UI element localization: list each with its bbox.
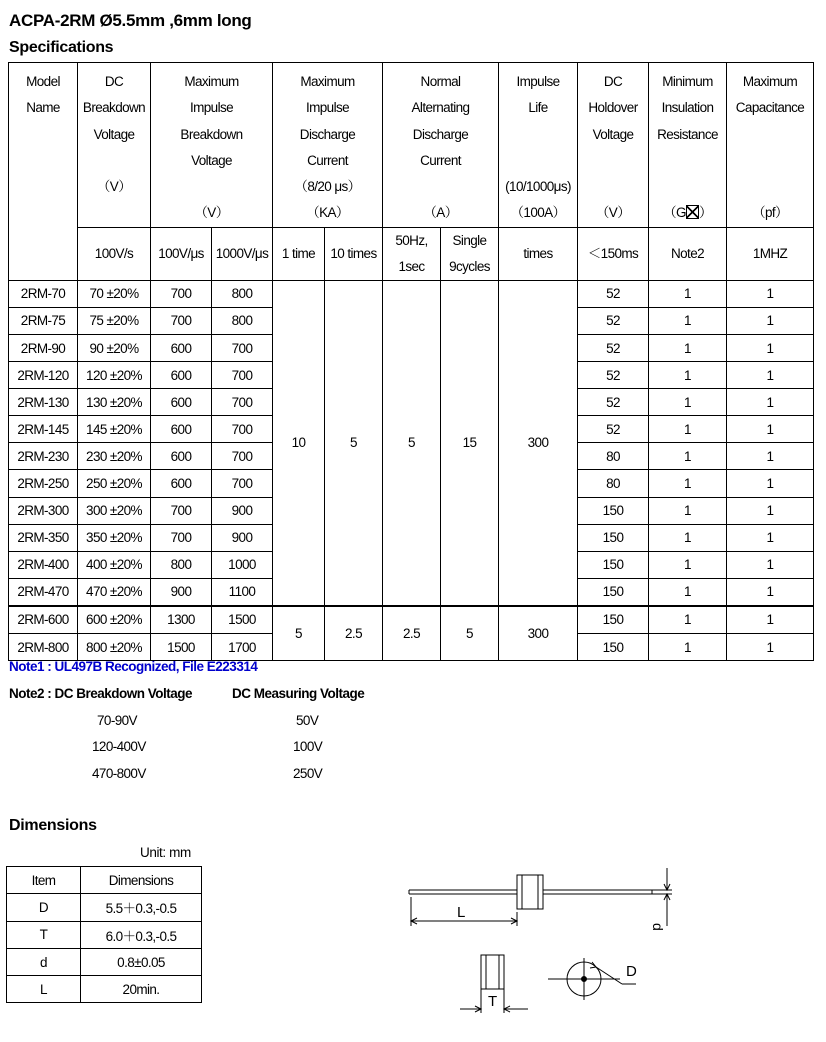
page-title: ACPA-2RM Ø5.5mm ,6mm long — [9, 11, 252, 30]
cell-holdover: 150 — [578, 634, 649, 661]
cell-dc-breakdown: 70 ±20% — [78, 280, 151, 307]
dim-item: L — [7, 976, 81, 1003]
cell-dc-breakdown: 120 ±20% — [78, 362, 151, 389]
note2-measuring-label: DC Measuring Voltage — [232, 686, 365, 701]
cell-capacitance: 1 — [727, 470, 814, 497]
cell-model: 2RM-600 — [9, 606, 78, 634]
header-min-insulation: Minimum Insulation Resistance （G ） — [649, 63, 727, 228]
cell-impulse-1000: 800 — [212, 307, 273, 334]
cell-dc-breakdown: 300 ±20% — [78, 497, 151, 524]
cell-impulse-1000: 700 — [212, 362, 273, 389]
cell-insulation: 1 — [649, 362, 727, 389]
dim-value: 20min. — [81, 976, 202, 1003]
cell-capacitance: 1 — [727, 497, 814, 524]
cell-impulse-1000: 700 — [212, 334, 273, 361]
cell-impulse-1000: 1100 — [212, 578, 273, 606]
sub-ten-times: 10 times — [325, 227, 383, 280]
cell-dc-breakdown: 350 ±20% — [78, 524, 151, 551]
drawing-label-l: L — [457, 904, 466, 921]
note2-label: Note2 : DC Breakdown Voltage — [9, 686, 193, 701]
specifications-heading: Specifications — [9, 39, 114, 56]
cell-insulation: 1 — [649, 443, 727, 470]
header-model: Model Name — [9, 63, 78, 281]
group-life: 300 — [499, 606, 578, 661]
cell-dc-breakdown: 800 ±20% — [78, 634, 151, 661]
cell-insulation: 1 — [649, 307, 727, 334]
group-ten-times: 5 — [325, 280, 383, 606]
header-dc-holdover: DC Holdover Voltage （V） — [578, 63, 649, 228]
cell-impulse-1000: 900 — [212, 497, 273, 524]
cell-insulation: 1 — [649, 524, 727, 551]
cell-impulse-100: 900 — [151, 578, 212, 606]
dim-header-dimensions: Dimensions — [81, 867, 202, 894]
cell-impulse-100: 700 — [151, 524, 212, 551]
sub-insulation: Note2 — [649, 227, 727, 280]
cell-impulse-1000: 1700 — [212, 634, 273, 661]
cell-insulation: 1 — [649, 551, 727, 578]
dim-item: T — [7, 921, 81, 948]
cell-model: 2RM-800 — [9, 634, 78, 661]
drawing-label-diameter: D — [626, 963, 637, 980]
cell-holdover: 52 — [578, 389, 649, 416]
cell-impulse-100: 600 — [151, 334, 212, 361]
cell-model: 2RM-120 — [9, 362, 78, 389]
cell-capacitance: 1 — [727, 634, 814, 661]
note1: Note1 : UL497B Recognized, File E223314 — [9, 659, 258, 674]
cell-model: 2RM-400 — [9, 551, 78, 578]
cell-holdover: 52 — [578, 334, 649, 361]
cell-holdover: 80 — [578, 470, 649, 497]
cell-model: 2RM-90 — [9, 334, 78, 361]
note2-range: 120-400V — [92, 739, 146, 754]
cell-model: 2RM-300 — [9, 497, 78, 524]
header-max-impulse-breakdown: Maximum Impulse Breakdown Voltage （V） — [151, 63, 273, 228]
cell-model: 2RM-75 — [9, 307, 78, 334]
cell-insulation: 1 — [649, 578, 727, 606]
note2-range: 70-90V — [97, 713, 137, 728]
dim-item: d — [7, 948, 81, 975]
cell-capacitance: 1 — [727, 524, 814, 551]
cell-holdover: 150 — [578, 578, 649, 606]
drawing-label-t: T — [488, 993, 498, 1010]
cell-dc-breakdown: 400 ±20% — [78, 551, 151, 578]
cell-impulse-100: 600 — [151, 470, 212, 497]
cell-impulse-100: 700 — [151, 280, 212, 307]
cell-impulse-100: 700 — [151, 497, 212, 524]
cell-impulse-100: 600 — [151, 416, 212, 443]
cell-impulse-100: 1300 — [151, 606, 212, 634]
dim-header-item: Item — [7, 867, 81, 894]
cell-insulation: 1 — [649, 334, 727, 361]
cell-holdover: 80 — [578, 443, 649, 470]
cell-model: 2RM-470 — [9, 578, 78, 606]
cell-capacitance: 1 — [727, 389, 814, 416]
cell-capacitance: 1 — [727, 307, 814, 334]
cell-holdover: 150 — [578, 497, 649, 524]
cell-impulse-100: 600 — [151, 362, 212, 389]
drawing-label-d: d — [650, 923, 666, 931]
cell-insulation: 1 — [649, 634, 727, 661]
note2-range: 470-800V — [92, 766, 146, 781]
cell-holdover: 150 — [578, 551, 649, 578]
cell-impulse-1000: 800 — [212, 280, 273, 307]
group-one-time: 10 — [273, 280, 325, 606]
cell-model: 2RM-250 — [9, 470, 78, 497]
cell-impulse-1000: 700 — [212, 470, 273, 497]
cell-capacitance: 1 — [727, 334, 814, 361]
dim-value: 6.0＋0.3,-0.5 — [81, 921, 202, 948]
sub-single: Single 9cycles — [441, 227, 499, 280]
cell-capacitance: 1 — [727, 280, 814, 307]
cell-holdover: 52 — [578, 280, 649, 307]
cell-impulse-1000: 700 — [212, 416, 273, 443]
dim-value: 5.5＋0.3,-0.5 — [81, 894, 202, 921]
cell-impulse-1000: 700 — [212, 389, 273, 416]
dim-item: D — [7, 894, 81, 921]
cell-impulse-1000: 1500 — [212, 606, 273, 634]
sub-ac-50hz: 50Hz, 1sec — [383, 227, 441, 280]
cell-impulse-100: 700 — [151, 307, 212, 334]
cell-dc-breakdown: 90 ±20% — [78, 334, 151, 361]
dimensions-unit: Unit: mm — [140, 845, 191, 860]
cell-dc-breakdown: 600 ±20% — [78, 606, 151, 634]
sub-impulse-100: 100V/μs — [151, 227, 212, 280]
group-single: 15 — [441, 280, 499, 606]
side-view-drawing — [409, 875, 652, 909]
cell-impulse-1000: 900 — [212, 524, 273, 551]
sub-life: times — [499, 227, 578, 280]
cell-holdover: 150 — [578, 606, 649, 634]
cell-model: 2RM-350 — [9, 524, 78, 551]
dimension-d-lead-line — [652, 868, 672, 926]
cell-holdover: 52 — [578, 307, 649, 334]
header-impulse-life: Impulse Life (10/1000μs) （100A） — [499, 63, 578, 228]
cell-capacitance: 1 — [727, 578, 814, 606]
group-life: 300 — [499, 280, 578, 606]
group-ten-times: 2.5 — [325, 606, 383, 661]
header-dc-breakdown: DC Breakdown Voltage （V） — [78, 63, 151, 228]
group-single: 5 — [441, 606, 499, 661]
cell-impulse-100: 600 — [151, 389, 212, 416]
cell-insulation: 1 — [649, 416, 727, 443]
group-ac-50hz: 5 — [383, 280, 441, 606]
group-one-time: 5 — [273, 606, 325, 661]
cell-dc-breakdown: 250 ±20% — [78, 470, 151, 497]
cell-impulse-100: 600 — [151, 443, 212, 470]
cell-impulse-1000: 700 — [212, 443, 273, 470]
cell-model: 2RM-230 — [9, 443, 78, 470]
cell-capacitance: 1 — [727, 606, 814, 634]
cell-capacitance: 1 — [727, 362, 814, 389]
cell-insulation: 1 — [649, 280, 727, 307]
note2-measure: 250V — [293, 766, 323, 781]
header-max-impulse-discharge: Maximum Impulse Discharge Current （8/20 μs） （KA） — [273, 63, 383, 228]
cell-dc-breakdown: 145 ±20% — [78, 416, 151, 443]
sub-holdover: ＜150ms — [578, 227, 649, 280]
group-ac-50hz: 2.5 — [383, 606, 441, 661]
cell-insulation: 1 — [649, 470, 727, 497]
cell-capacitance: 1 — [727, 551, 814, 578]
sub-capacitance: 1MHZ — [727, 227, 814, 280]
cell-holdover: 52 — [578, 416, 649, 443]
cell-impulse-1000: 1000 — [212, 551, 273, 578]
header-normal-ac-discharge: Normal Alternating Discharge Current （A） — [383, 63, 499, 228]
cell-insulation: 1 — [649, 389, 727, 416]
header-max-capacitance: Maximum Capacitance （pf） — [727, 63, 814, 228]
cell-insulation: 1 — [649, 497, 727, 524]
cell-impulse-100: 1500 — [151, 634, 212, 661]
sub-impulse-1000: 1000V/μs — [212, 227, 273, 280]
sub-dc-breakdown: 100V/s — [78, 227, 151, 280]
cell-dc-breakdown: 230 ±20% — [78, 443, 151, 470]
cell-model: 2RM-145 — [9, 416, 78, 443]
cell-model: 2RM-70 — [9, 280, 78, 307]
cell-dc-breakdown: 470 ±20% — [78, 578, 151, 606]
dim-value: 0.8±0.05 — [81, 948, 202, 975]
cell-holdover: 52 — [578, 362, 649, 389]
dimensions-heading: Dimensions — [9, 817, 97, 834]
cell-model: 2RM-130 — [9, 389, 78, 416]
cell-dc-breakdown: 130 ±20% — [78, 389, 151, 416]
cell-dc-breakdown: 75 ±20% — [78, 307, 151, 334]
cell-capacitance: 1 — [727, 416, 814, 443]
note2-measure: 100V — [293, 739, 323, 754]
sub-one-time: 1 time — [273, 227, 325, 280]
cell-impulse-100: 800 — [151, 551, 212, 578]
note2-measure: 50V — [296, 713, 319, 728]
cell-holdover: 150 — [578, 524, 649, 551]
cell-capacitance: 1 — [727, 443, 814, 470]
end-view-drawing — [548, 958, 636, 1000]
cell-insulation: 1 — [649, 606, 727, 634]
